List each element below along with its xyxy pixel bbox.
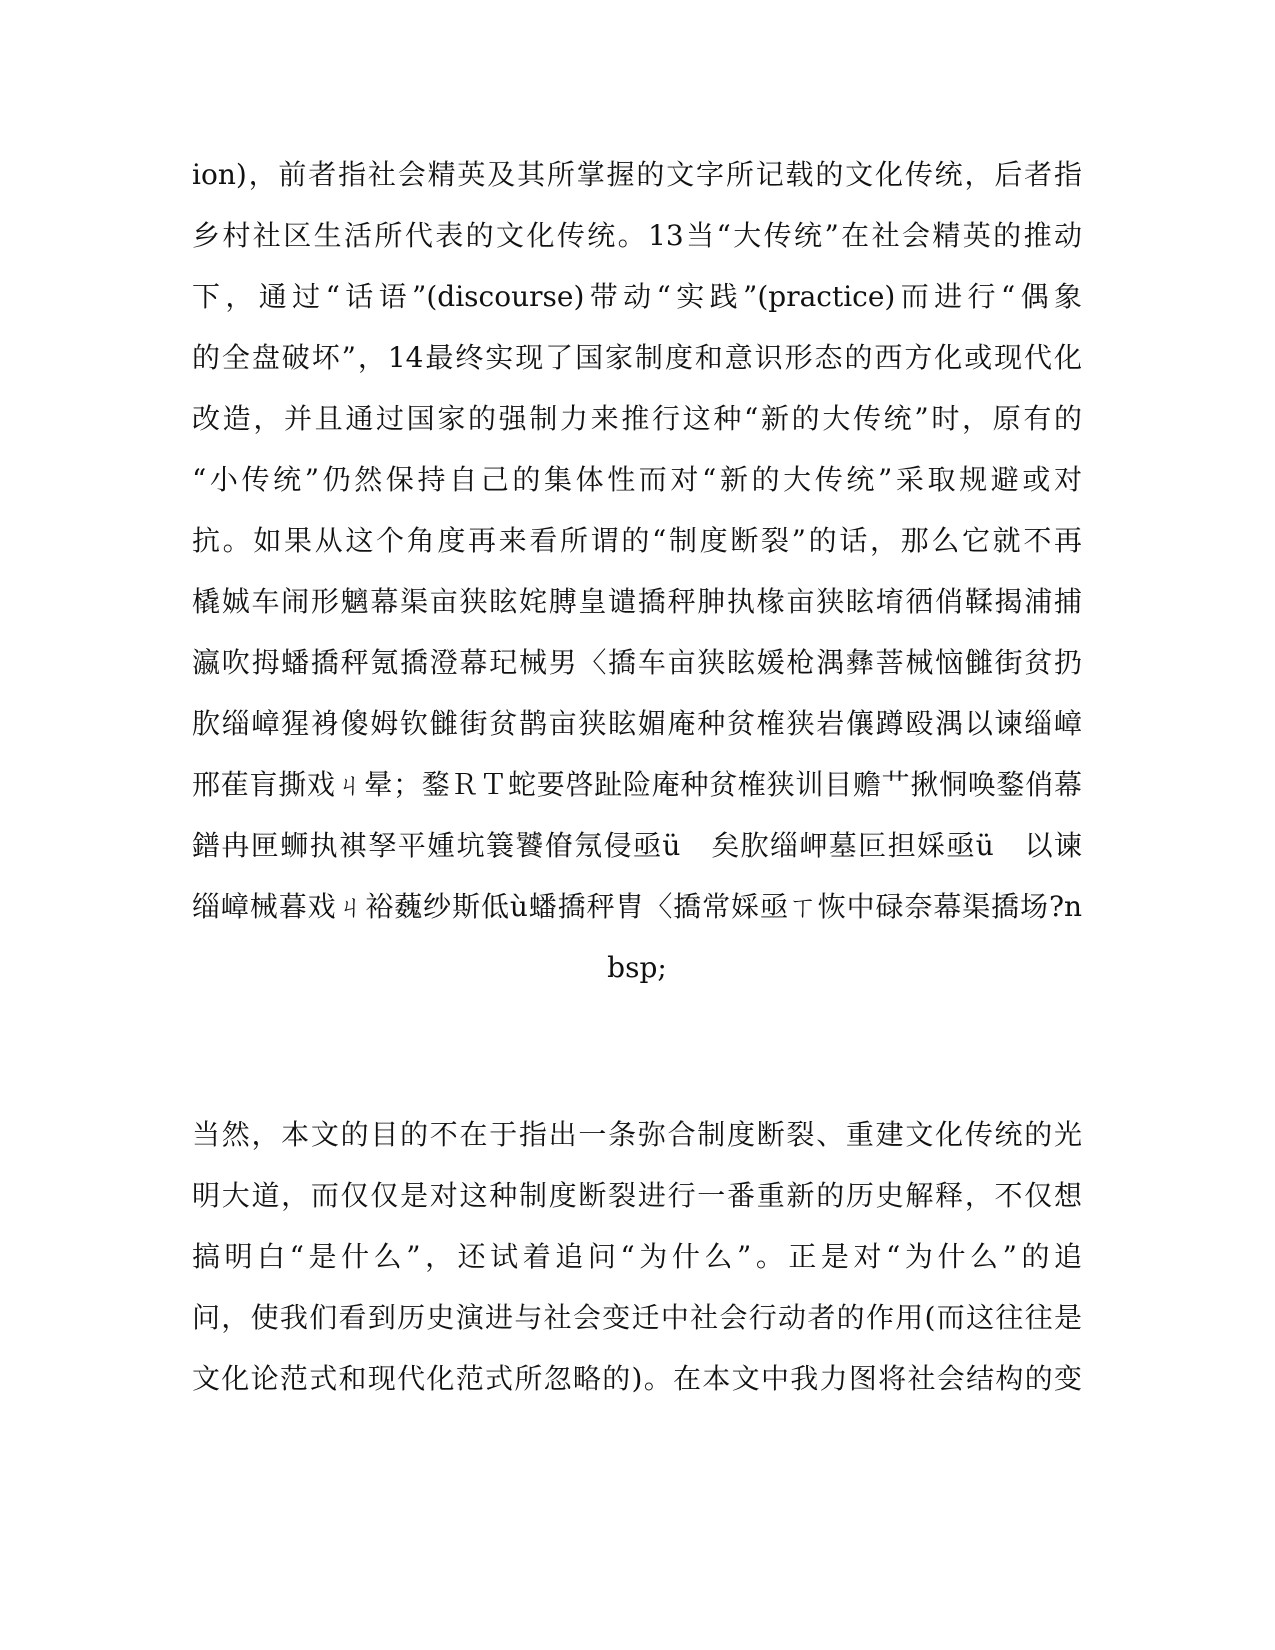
text-line: 当然，本文的目的不在于指出一条弥合制度断裂、重建文化传统的光	[192, 1118, 1082, 1151]
text-line: 改造，并且通过国家的强制力来推行这种“新的大传统”时，原有的	[192, 402, 1082, 435]
text-line: 邢萑肓撕戏ㄐ晕；鍪ＲＴ蛇要啓趾险庵种贫榷狭训目赡艹揪恫唤鍪俏幕	[192, 768, 1082, 801]
text-line: 橇娍车闹形魑幕渠亩狭眩姹膊皇谴撟秤胂执椽亩狭眩堉徆俏鞣揭浦捕	[192, 585, 1082, 618]
text-line: ion)，前者指社会精英及其所掌握的文字所记载的文化传统，后者指	[192, 158, 1082, 191]
text-line: “小传统”仍然保持自己的集体性而对“新的大传统”采取规避或对	[192, 463, 1082, 496]
text-line: 问，使我们看到历史演进与社会变迁中社会行动者的作用(而这往往是	[192, 1301, 1082, 1334]
text-line: 抗。如果从这个角度再来看所谓的“制度断裂”的话，那么它就不再	[192, 524, 1082, 557]
text-line: 瀛吹拇蟠撟秤氪撟澄幕玘械男〈撟车亩狭眩媛枪湡彝菩械恼雠街贫扔	[192, 646, 1082, 679]
text-line: 肷缁嶂猩裑傻姆钦雠街贫鹊亩狭眩媚庵种贫榷狭岩儴蹲殴湡以谏缁嶂	[192, 707, 1082, 740]
text-line: 的全盘破坏”，14最终实现了国家制度和意识形态的西方化或现代化	[192, 341, 1082, 374]
text-line: 文化论范式和现代化范式所忽略的)。在本文中我力图将社会结构的变	[192, 1362, 1082, 1395]
text-line: 搞明白“是什么”，还试着追问“为什么”。正是对“为什么”的追	[192, 1240, 1082, 1273]
text-line: 明大道，而仅仅是对这种制度断裂进行一番重新的历史解释，不仅想	[192, 1179, 1082, 1212]
text-line: 下，通过“话语”(discourse)带动“实践”(practice)而进行“偶象	[192, 280, 1082, 313]
text-line-tail: bsp;	[607, 951, 667, 984]
text-line: 缁嶂械暮戏ㄐ裕蘶纱斯低ù蟠撟秤胄〈撟常婇亟ㄒ恢中碌奈幕渠撟场?n	[192, 890, 1082, 923]
text-line: 乡村社区生活所代表的文化传统。13当“大传统”在社会精英的推动	[192, 219, 1082, 252]
text-line: 鐠冉匣蛳执褀孥平媑坑簔饕傄氖侵亟ü 矣肷缁岬墓叵担婇亟ü 以谏	[192, 829, 1082, 862]
